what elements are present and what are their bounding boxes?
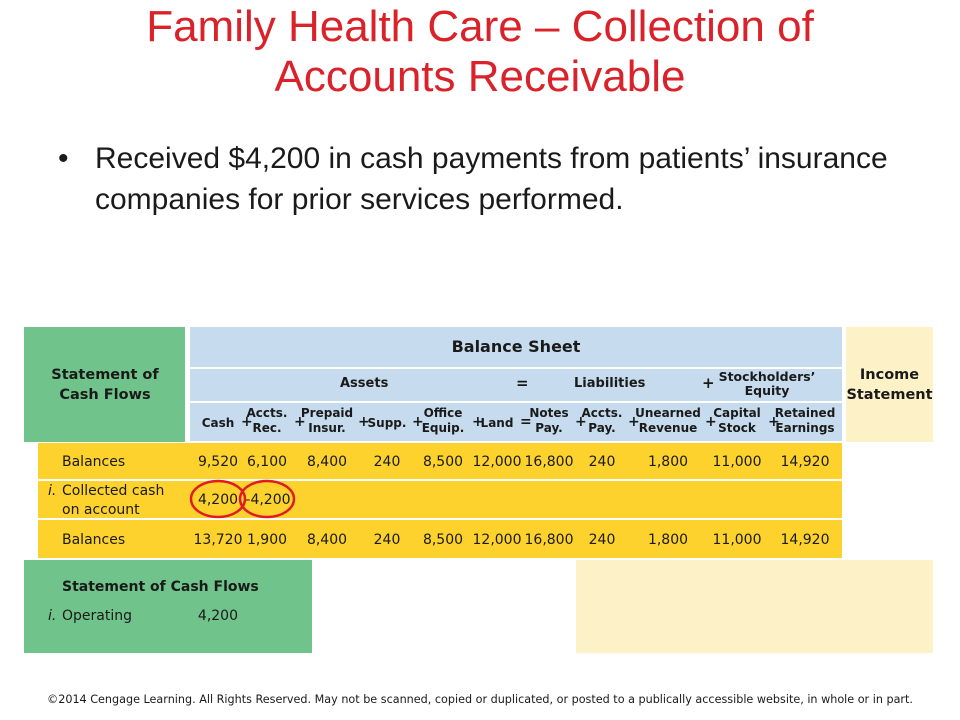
equity-line1: Stockholders’ xyxy=(718,369,816,384)
column-header-line: Pay. xyxy=(588,421,616,435)
bullet-text: Received $4,200 in cash payments from patients’ insurance companies for prior services performed. xyxy=(95,142,888,216)
row-value: 16,800 xyxy=(524,454,574,470)
row-value: 240 xyxy=(373,454,401,470)
highlight-circle xyxy=(240,481,294,517)
row-label: Collected cash xyxy=(62,483,165,499)
cash-flows-summary-label: Operating xyxy=(62,608,132,624)
column-header-line: Pay. xyxy=(535,421,563,435)
row-value: 240 xyxy=(588,454,616,470)
column-plus-operator: + xyxy=(768,414,780,430)
column-header-line: Accts. xyxy=(581,406,623,420)
row-value: 14,920 xyxy=(780,454,830,470)
row-value: 240 xyxy=(588,532,616,548)
copyright-footer: ©2014 Cengage Learning. All Rights Reserved. May not be scanned, copied or duplicated, or posted to a publically accessible website, in whole or in part. xyxy=(47,693,913,706)
assets-label: Assets xyxy=(340,376,389,391)
balance-sheet-title: Balance Sheet xyxy=(451,337,581,356)
column-header-line: Retained xyxy=(774,406,836,420)
row-prefix: i. xyxy=(48,483,57,499)
column-header-line: Equip. xyxy=(421,421,465,435)
column-header-line: Capital xyxy=(713,406,761,420)
column-plus-operator: + xyxy=(575,414,587,430)
column-plus-operator: + xyxy=(358,414,370,430)
row-value: 8,400 xyxy=(306,454,348,470)
column-header-line: Stock xyxy=(718,421,756,435)
column-header-line: Insur. xyxy=(308,421,346,435)
row-value: 8,500 xyxy=(422,454,464,470)
column-plus-operator: + xyxy=(472,414,484,430)
equity-line2: Equity xyxy=(744,383,790,398)
column-header-line: Cash xyxy=(201,416,235,430)
column-plus-operator: + xyxy=(628,414,640,430)
row-value: 9,520 xyxy=(197,454,239,470)
liabilities-label: Liabilities xyxy=(574,376,646,391)
column-header-line: Unearned xyxy=(635,406,701,420)
column-header-line: Land xyxy=(480,416,514,430)
row-value: –4,200 xyxy=(243,492,291,508)
column-plus-operator: + xyxy=(294,414,306,430)
equation-equals: = xyxy=(516,374,529,392)
column-plus-operator: + xyxy=(412,414,424,430)
column-header-line: Office xyxy=(423,406,463,420)
cash-flows-header-line2: Cash Flows xyxy=(59,387,151,403)
row-value: 240 xyxy=(373,532,401,548)
bullet-dot: • xyxy=(58,142,69,175)
title-line-1: Family Health Care – Collection of xyxy=(146,2,814,51)
row-value: 4,200 xyxy=(197,492,239,508)
cash-flows-header-line1: Statement of xyxy=(51,367,159,383)
row-label: Balances xyxy=(62,454,126,470)
row-value: 8,400 xyxy=(306,532,348,548)
row-value: 14,920 xyxy=(780,532,830,548)
row-value: 13,720 xyxy=(193,532,243,548)
row-value: 16,800 xyxy=(524,532,574,548)
row-label: Balances xyxy=(62,532,126,548)
column-header-line: Notes xyxy=(529,406,569,420)
column-header-line: Supp. xyxy=(367,416,407,430)
cash-flows-summary-value: 4,200 xyxy=(197,608,238,624)
row-value: 12,000 xyxy=(472,532,522,548)
column-header-line: Earnings xyxy=(775,421,835,435)
column-header-line: Prepaid xyxy=(300,406,354,420)
column-header-line: Rec. xyxy=(252,421,282,435)
row-label: on account xyxy=(62,502,140,518)
row-value: 1,900 xyxy=(246,532,288,548)
column-header-line: Accts. xyxy=(246,406,288,420)
column-plus-operator: + xyxy=(705,414,717,430)
cash-flows-summary-prefix: i. xyxy=(48,608,57,624)
column-header-line: Revenue xyxy=(638,421,698,435)
income-statement-header-line1: Income xyxy=(859,367,920,383)
highlight-circle xyxy=(191,481,245,517)
row-value: 11,000 xyxy=(712,532,762,548)
title-line-2: Accounts Receivable xyxy=(274,52,686,101)
row-value: 6,100 xyxy=(246,454,288,470)
row-value: 1,800 xyxy=(647,532,689,548)
row-value: 1,800 xyxy=(647,454,689,470)
column-equals-operator: = xyxy=(520,414,532,430)
row-value: 8,500 xyxy=(422,532,464,548)
column-plus-operator: + xyxy=(241,414,253,430)
cash-flows-summary-title: Statement of Cash Flows xyxy=(62,579,259,595)
row-value: 12,000 xyxy=(472,454,522,470)
equation-plus: + xyxy=(702,374,715,392)
row-value: 11,000 xyxy=(712,454,762,470)
income-statement-header-line2: Statement xyxy=(846,387,933,403)
